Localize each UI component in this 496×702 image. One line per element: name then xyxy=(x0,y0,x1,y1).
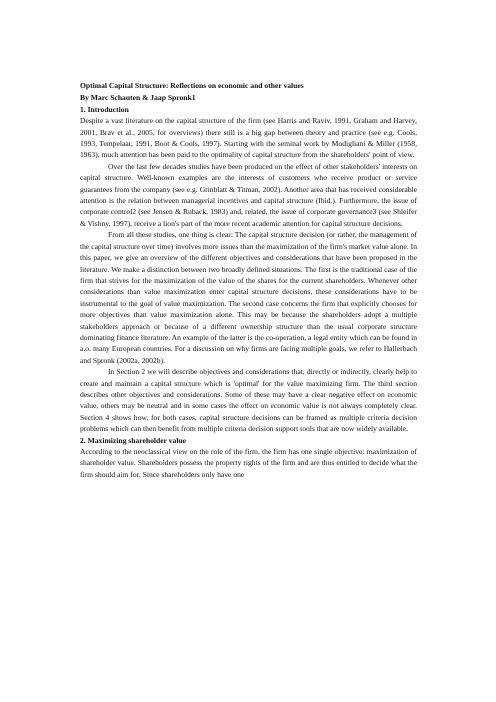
paragraph: Over the last few decades studies have been produced on the effect of other stakeholders' interests on capital structure. Well-known examples are the interests of customers who receive product or service guarantees from the company (see e.g. Grinblatt & Titman, 2002). Another area that has received considerable attention is the relation between managerial incentives and capital structure (Ibid.). Furthermore, the issue of corporate control2 (see Jensen & Ruback, 1983) and, related, the issue of corporate governance3 (see Shleifer & Vishny, 1997), receive a lion's part of the more recent academic attention for capital structure decisions. xyxy=(80,161,417,228)
section-heading-introduction: 1. Introduction xyxy=(80,104,129,114)
section-heading-maximizing-shareholder-value: 2. Maximizing shareholder value xyxy=(80,435,187,445)
paper-title: Optimal Capital Structure: Reflections on economic and other values xyxy=(80,81,304,90)
page-content xyxy=(80,80,417,480)
paragraph: According to the neoclassical view on the role of the firm, the firm has one single objective: maximization of shareholder value. Shareholders possess the property rights of the firm and are thus entitled to decide what the firm should aim for. Since shareholders only have one xyxy=(80,447,417,479)
paragraph: In Section 2 we will describe objectives and considerations that, directly or indirectly, clearly help to create and maintain a capital structure which is 'optimal' for the value maximizing firm. The third section describes other objectives and considerations. Some of these may have a clear negative effect on economic value, others may be neutral and in some cases the effect on economic value is not always completely clear. Section 4 shows how, for both cases, capital structure decisions can be framed as multiple criteria decision problems which can then benefit from multiple criteria decision support tools that are now widely available. xyxy=(80,367,417,434)
paragraph: Despite a vast literature on the capital structure of the firm (see Harris and Raviv, 1991, Graham and Harvey, 2001, Brav et al., 2005, for overviews) there still is a big gap between theory and practice (see e.g. Cools, 1993, Tempelaar, 1991, Boot & Cools, 1997). Starting with the seminal work by Modigliani & Miller (1958, 1963), much attention has been paid to the optimality of capital structure from the shareholders' point of view. xyxy=(80,116,417,160)
paper-authors: By Marc Schauten & Jaap Spronk1 xyxy=(80,93,196,103)
paragraph: From all these studies, one thing is clear: The capital structure decision (or rather, the management of the capital structure over time) involves more issues than the maximization of the firm's market value alone. In this paper, we give an overview of the different objectives and considerations that have been proposed in the literature. We make a distinction between two broadly defined situations. The first is the traditional case of the firm that strives for the maximization of the value of the shares for the current shareholders. Whenever other considerations than value maximization enter capital structure decisions, these considerations have to be instrumental to the goal of value maximization. The second case concerns the firm that explicitly chooses for more objectives than value maximization alone. This may be because the shareholders adopt a multiple stakeholders approach or because of a different ownership structure than the usual corporate structure dominating finance literature. An example of the latter is the co-operation, a legal entity which can be found in a.o. many European countries. For a discussion on why firms are facing multiple goals, we refer to Hallerbach and Spronk (2002a, 2002b). xyxy=(80,230,417,365)
